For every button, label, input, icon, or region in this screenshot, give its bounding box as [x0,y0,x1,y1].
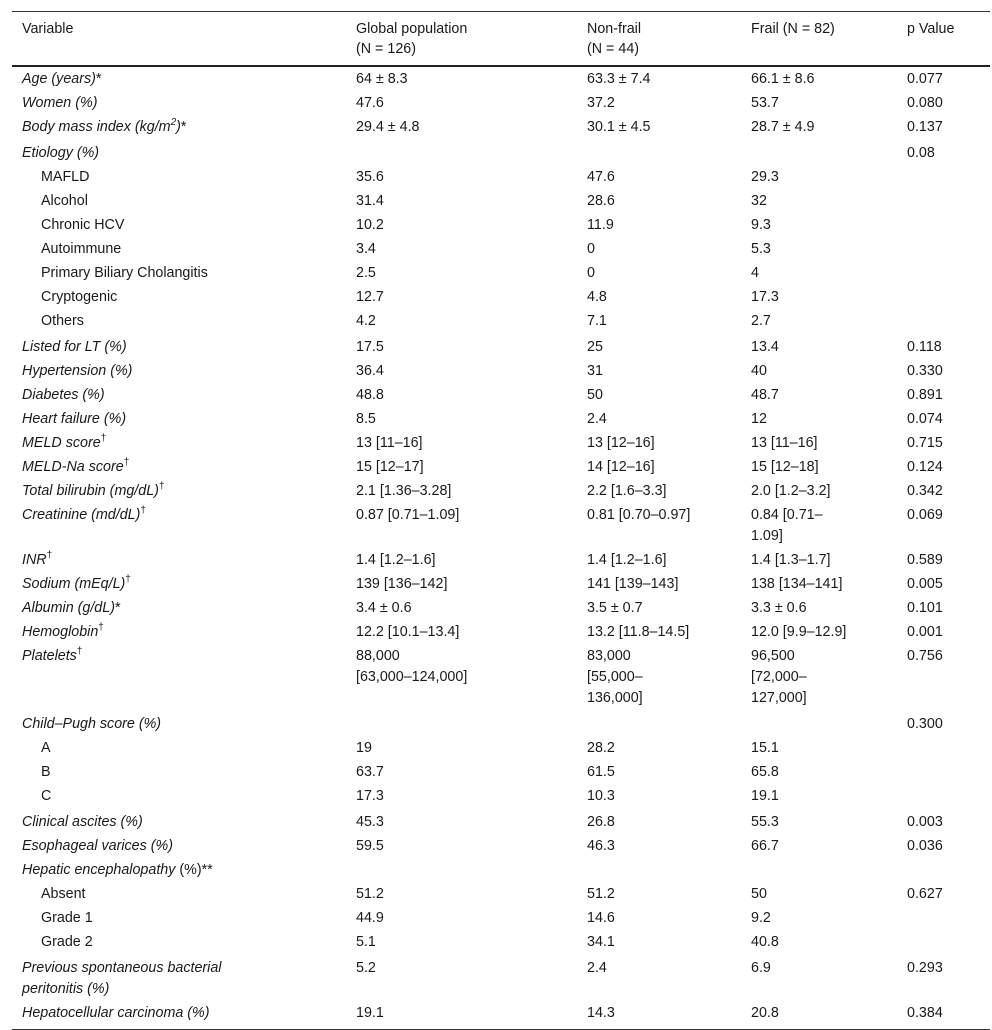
table-row [12,479,990,503]
cell-text: Previous spontaneous bacterial [22,960,222,976]
table-cell: 31.4 [356,193,384,209]
table-cell [356,644,587,710]
table-cell: 35.6 [356,169,384,185]
table-cell: 0.627 [907,886,943,902]
table-cell [12,548,356,572]
cell-text: [63,000–124,000] [356,669,468,685]
table-cell: 2.2 [1.6–3.3] [587,483,667,499]
table-cell: Grade 1 [41,910,93,926]
table-cell: 6.9 [751,960,771,976]
table-cell: 50 [587,387,603,403]
table-cell [12,503,356,548]
cell-text: Body mass index (kg/m [22,119,171,135]
table-cell: 0.124 [907,459,943,475]
table-cell: Clinical ascites (%) [22,814,143,830]
cell-text: * [114,600,121,616]
table-row [12,189,990,213]
cell-text: † [100,433,107,445]
table-cell: 46.3 [587,838,615,854]
table-cell: 138 [134–141] [751,576,843,592]
table-cell [12,620,356,644]
cell-text: Non-frail [587,21,642,37]
table-cell: 14 [12–16] [587,459,655,475]
table-cell: 1.4 [1.3–1.7] [751,552,831,568]
table-cell: 10.3 [587,788,615,804]
table-cell: 63.3 ± 7.4 [587,71,651,87]
table-cell: 3.4 [356,241,376,257]
cell-text: MELD score [22,435,101,451]
table-row [12,858,990,882]
table-cell [356,858,587,882]
table-cell: 0.589 [907,552,943,568]
table-cell [907,285,990,309]
table-row [12,213,990,237]
table-cell: 36.4 [356,363,384,379]
table-cell [587,858,751,882]
table-cell: Listed for LT (%) [22,339,127,355]
table-row [12,115,990,139]
table-cell: Diabetes (%) [22,387,105,403]
table-row [12,808,990,834]
table-cell: 26.8 [587,814,615,830]
cell-text: peritonitis (%) [22,981,110,997]
table-cell: 0.101 [907,600,943,616]
table-cell: 0.330 [907,363,943,379]
table-cell: 59.5 [356,838,384,854]
table-row [12,333,990,359]
cell-text: 0.84 [0.71– [751,507,823,523]
table-cell [12,479,356,503]
cell-text: [55,000– [587,669,643,685]
table-cell [751,858,907,882]
table-cell: 14.3 [587,1001,751,1030]
table-row [12,91,990,115]
cell-text: † [98,622,104,634]
table-row [12,930,990,954]
table-cell: 1.4 [1.2–1.6] [356,552,436,568]
cell-text: Frail (N = 82) [751,21,835,37]
table-cell: 0.077 [907,71,943,87]
table-cell: C [41,788,52,804]
header-global-population [356,12,587,67]
table-cell: 0.891 [907,387,943,403]
table-cell: 3.3 ± 0.6 [751,600,807,616]
cell-text: † [158,481,165,493]
table-cell: 12.2 [10.1–13.4] [356,624,460,640]
table-cell: 20.8 [751,1001,907,1030]
table-cell: 0.036 [907,838,943,854]
table-cell: 17.3 [751,289,779,305]
table-cell [12,115,356,139]
table-row [12,165,990,189]
table-cell: 51.2 [587,886,615,902]
table-cell: 30.1 ± 4.5 [587,119,651,135]
table-cell [907,189,990,213]
table-cell: 3.5 ± 0.7 [587,600,643,616]
table-cell: 4.2 [356,313,376,329]
table-row [12,503,990,548]
table-row [12,455,990,479]
table-row [12,1001,990,1030]
table-cell: 0.87 [0.71–1.09] [356,507,460,523]
table-cell: 0 [587,241,595,257]
table-cell [356,139,587,165]
cell-text: Hemoglobin [22,624,99,640]
table-cell: 0.384 [907,1001,990,1030]
cell-text: [72,000– [751,669,807,685]
table-cell [12,596,356,620]
table-cell [751,644,907,710]
table-cell: Grade 2 [41,934,93,950]
table-row [12,261,990,285]
table-row [12,710,990,736]
table-cell [12,455,356,479]
table-cell: 32 [751,193,767,209]
cell-text: 127,000] [751,690,807,706]
table-cell: 4.8 [587,289,607,305]
cell-text: (%)** [175,862,213,878]
table-cell: Heart failure (%) [22,411,127,427]
table-cell: 5.3 [751,241,771,257]
table-row [12,139,990,165]
table-cell [12,954,356,1001]
header-row [12,12,990,67]
table-row [12,906,990,930]
table-cell: 29.4 ± 4.8 [356,119,420,135]
table-cell: 48.8 [356,387,384,403]
table-row [12,431,990,455]
table-cell: 139 [136–142] [356,576,448,592]
cell-text: † [123,457,130,469]
cell-text: Albumin (g/dL) [22,600,115,616]
cell-text: Platelets [22,648,77,664]
table-cell: 28.7 ± 4.9 [751,119,815,135]
table-row [12,620,990,644]
table-cell [907,906,990,930]
table-row [12,359,990,383]
cell-text: Variable [22,21,74,37]
cell-text: (N = 126) [356,41,416,57]
cell-text: † [46,550,53,562]
table-cell: 1.4 [1.2–1.6] [587,552,667,568]
header-p-value [907,12,990,67]
table-cell: 13 [11–16] [751,435,818,451]
table-cell: 2.4 [587,960,607,976]
table-cell: Etiology (%) [22,145,100,161]
table-cell: 2.7 [751,313,771,329]
table-cell: 63.7 [356,764,384,780]
table-cell: Women (%) [22,95,98,111]
cell-text: MELD-Na score [22,459,124,475]
table-cell: 37.2 [587,95,615,111]
table-cell: 12.7 [356,289,384,305]
table-cell: 17.5 [356,339,384,355]
table-cell: 12 [751,411,767,427]
table-cell: 0.137 [907,119,943,135]
table-cell: 0.003 [907,814,943,830]
cell-text: 136,000] [587,690,643,706]
table-row [12,784,990,808]
table-cell [751,139,907,165]
table-cell: 19.1 [356,1001,587,1030]
cell-text: Total bilirubin (mg/dL) [22,483,159,499]
table-cell: 0.293 [907,960,943,976]
table-cell: 65.8 [751,764,779,780]
baseline-characteristics-table [12,11,990,1030]
table-cell: 34.1 [587,934,615,950]
table-cell: 10.2 [356,217,384,233]
table-cell: 40 [751,363,767,379]
table-cell: 28.6 [587,193,615,209]
table-cell: 13 [12–16] [587,435,655,451]
cell-text: ) [176,119,181,135]
cell-text: Hepatic encephalopathy [22,862,176,878]
table-cell [12,431,356,455]
table-cell: 31 [587,363,603,379]
cell-text: 96,500 [751,648,795,664]
table-cell: 2.5 [356,265,376,281]
table-cell: 2.1 [1.36–3.28] [356,483,452,499]
cell-text: INR [22,552,47,568]
table-cell: 40.8 [751,934,779,950]
table-cell [907,237,990,261]
table-cell: 13.4 [751,339,779,355]
cell-text: † [76,646,83,658]
table-row [12,596,990,620]
table-cell: Esophageal varices (%) [22,838,173,854]
table-row [12,760,990,784]
table-cell: Cryptogenic [41,289,118,305]
cell-text: 88,000 [356,648,400,664]
cell-text: Creatinine (md/dL) [22,507,141,523]
table-cell [12,644,356,710]
cell-text: Age (years) [22,71,96,87]
table-row [12,309,990,333]
table-cell [587,139,751,165]
table-cell: B [41,764,51,780]
table-cell: 0.074 [907,411,943,427]
table-cell: MAFLD [41,169,90,185]
cell-text: Global population [356,21,468,37]
table-cell: 0.342 [907,483,943,499]
table-cell: 0.080 [907,95,943,111]
table-cell [587,644,751,710]
table-cell: Alcohol [41,193,88,209]
table-cell: 0 [587,265,595,281]
table-cell [907,309,990,333]
table-cell: 2.4 [587,411,607,427]
table-cell [907,736,990,760]
table-cell: 4 [751,265,759,281]
table-cell: Chronic HCV [41,217,125,233]
table-cell: 13.2 [11.8–14.5] [587,624,690,640]
cell-text: (N = 44) [587,41,640,57]
table-row [12,644,990,710]
table-cell: 0.005 [907,576,943,592]
table-cell: 19.1 [751,788,779,804]
cell-text: p Value [907,21,955,37]
table-cell: Absent [41,886,86,902]
table-cell: 0.715 [907,435,943,451]
table-cell [907,213,990,237]
table-cell: 55.3 [751,814,779,830]
table-row [12,66,990,91]
table-cell: Primary Biliary Cholangitis [41,265,208,281]
table-cell: 25 [587,339,603,355]
table-cell: 61.5 [587,764,615,780]
table-cell: 0.118 [907,339,942,355]
table-cell: 9.3 [751,217,771,233]
cell-text: 1.09] [751,528,783,544]
table-cell: 47.6 [587,169,615,185]
table-row [12,407,990,431]
cell-text: * [95,71,102,87]
table-cell: 66.7 [751,838,779,854]
table-cell [12,66,356,91]
table-cell [751,710,907,736]
cell-text: * [180,119,187,135]
table-cell: 14.6 [587,910,615,926]
cell-text: Sodium (mEq/L) [22,576,126,592]
table-cell: 19 [356,740,372,756]
table-cell: Hepatocellular carcinoma (%) [12,1001,356,1030]
table-cell: 15 [12–18] [751,459,819,475]
table-cell: 47.6 [356,95,384,111]
cell-text: † [125,574,131,586]
cell-text: 2 [170,117,177,129]
cell-text: † [140,505,146,517]
table-cell [12,572,356,596]
table-row [12,383,990,407]
table-cell: 15.1 [751,740,779,756]
header-frail [751,12,907,67]
table-row [12,834,990,858]
table-cell: 8.5 [356,411,376,427]
table-row [12,736,990,760]
table-cell: 5.2 [356,960,376,976]
table-cell: A [41,740,51,756]
table-cell [356,710,587,736]
table-cell: 9.2 [751,910,771,926]
table-cell [907,930,990,954]
table-cell: 29.3 [751,169,779,185]
table-cell: 53.7 [751,95,779,111]
table-row [12,237,990,261]
table-cell: 15 [12–17] [356,459,424,475]
table-cell: Hypertension (%) [22,363,133,379]
table-cell: 45.3 [356,814,384,830]
table-cell: 0.08 [907,145,935,161]
table-cell: Autoimmune [41,241,122,257]
header-variable [12,12,356,67]
table-row [12,285,990,309]
table-cell [587,710,751,736]
table-cell: 0.069 [907,507,943,523]
cell-text: 83,000 [587,648,631,664]
header-non-frail [587,12,751,67]
table-cell: 28.2 [587,740,615,756]
data-table-container [12,11,980,1030]
table-cell [12,858,356,882]
table-cell [907,165,990,189]
table-cell: 141 [139–143] [587,576,679,592]
table-cell: 51.2 [356,886,384,902]
table-cell: 44.9 [356,910,384,926]
table-cell [907,784,990,808]
table-cell: 3.4 ± 0.6 [356,600,412,616]
table-cell: 0.756 [907,648,943,664]
table-cell: 7.1 [587,313,607,329]
table-cell: 17.3 [356,788,384,804]
table-row [12,882,990,906]
table-cell: 5.1 [356,934,376,950]
table-cell: 66.1 ± 8.6 [751,71,815,87]
table-cell [907,261,990,285]
table-cell: 48.7 [751,387,779,403]
table-cell: 0.300 [907,716,943,732]
table-cell: 2.0 [1.2–3.2] [751,483,831,499]
table-cell: Others [41,313,84,329]
table-cell: 0.001 [907,624,943,640]
table-cell: 0.81 [0.70–0.97] [587,507,691,523]
table-cell: 64 ± 8.3 [356,71,408,87]
table-cell [907,858,990,882]
table-row [12,548,990,572]
table-cell: 13 [11–16] [356,435,423,451]
table-row [12,954,990,1001]
table-cell [907,760,990,784]
table-cell: Child–Pugh score (%) [22,716,162,732]
table-row [12,572,990,596]
table-cell: 11.9 [587,217,614,233]
table-cell: 12.0 [9.9–12.9] [751,624,847,640]
table-cell [751,503,907,548]
table-cell: 50 [751,886,767,902]
